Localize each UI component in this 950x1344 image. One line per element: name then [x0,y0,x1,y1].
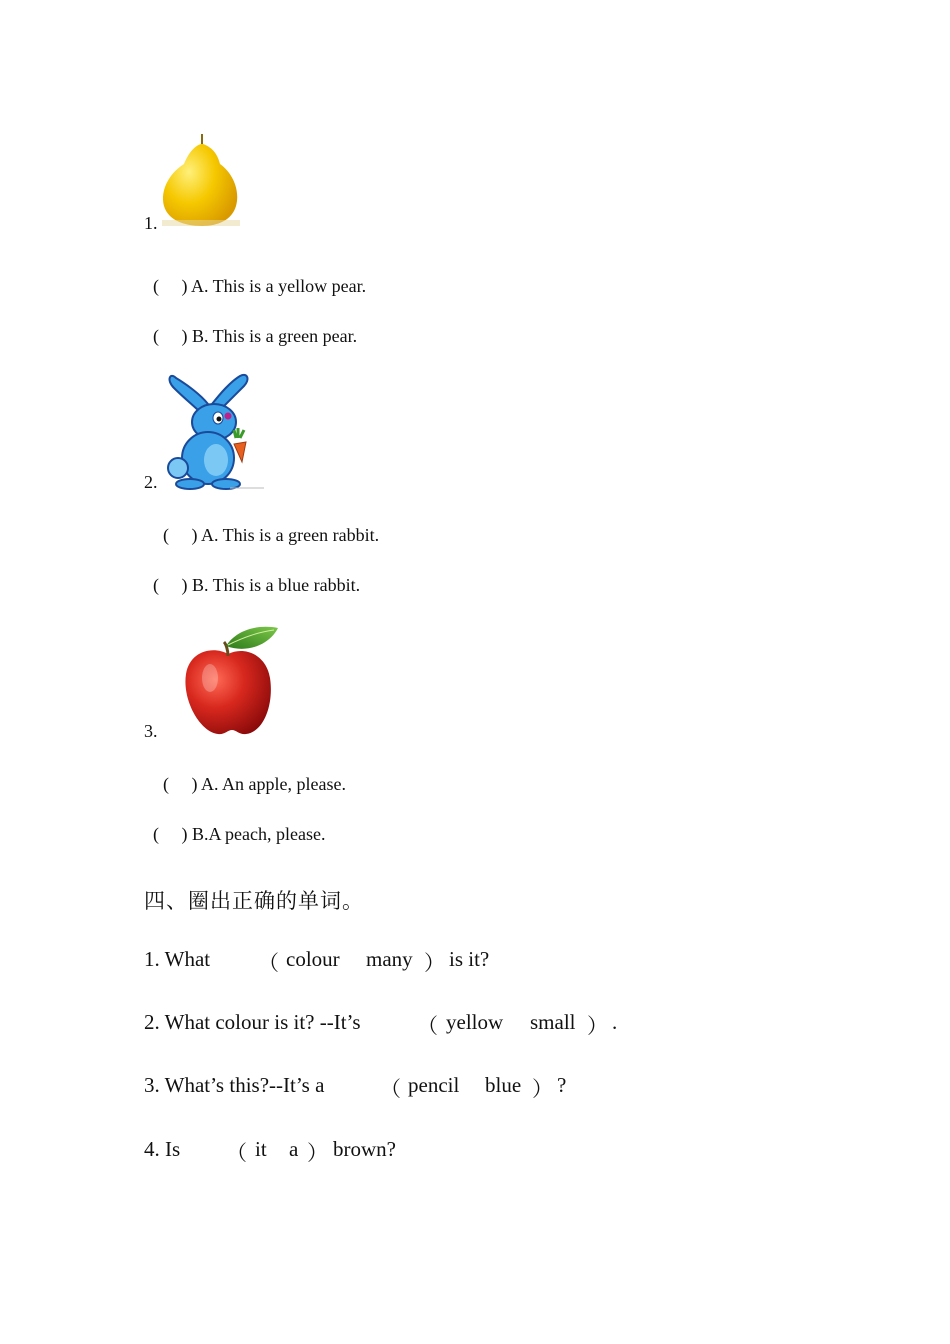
right-paren: ） [424,951,445,975]
question-prefix: 2. What colour is it? --It’s [144,1010,361,1034]
question-prefix: 1. What [144,947,211,971]
choice-word[interactable]: yellow [446,1010,504,1034]
option-a: ( ) A. This is a yellow pear. [153,276,367,296]
option-b: ( ) B.A peach, please. [153,824,326,844]
item-number: 3. [144,721,158,741]
option-a: ( ) A. This is a green rabbit. [163,525,380,545]
question-prefix: 4. Is [144,1137,181,1161]
choice-word[interactable]: pencil [408,1073,460,1097]
left-paren: （ [258,951,279,975]
choice-word[interactable]: many [366,947,413,971]
question-prefix: 3. What’s this?--It’s a [144,1073,325,1097]
pear-picture [162,134,240,228]
section-title: 四、圈出正确的单词。 [144,889,364,913]
left-paren: （ [417,1014,438,1038]
left-paren: （ [226,1141,247,1165]
choice-word[interactable]: it [255,1137,267,1161]
choice-word[interactable]: blue [485,1073,522,1097]
choice-word[interactable]: a [289,1137,299,1161]
option-a: ( ) A. An apple, please. [163,774,346,794]
right-paren: ） [532,1077,553,1101]
question-suffix: ? [557,1073,567,1097]
apple-picture [184,624,280,736]
right-paren: ） [307,1141,328,1165]
question-suffix: is it? [449,947,490,971]
question-suffix: . [612,1010,618,1034]
left-paren: （ [380,1077,401,1101]
choice-word[interactable]: small [530,1010,576,1034]
item-number: 2. [144,472,158,492]
right-paren: ） [587,1014,608,1038]
option-b: ( ) B. This is a blue rabbit. [153,575,361,595]
rabbit-picture [164,372,264,490]
choice-word[interactable]: colour [286,947,340,971]
question-suffix: brown? [333,1137,396,1161]
item-number: 1. [144,213,158,233]
option-b: ( ) B. This is a green pear. [153,326,358,346]
